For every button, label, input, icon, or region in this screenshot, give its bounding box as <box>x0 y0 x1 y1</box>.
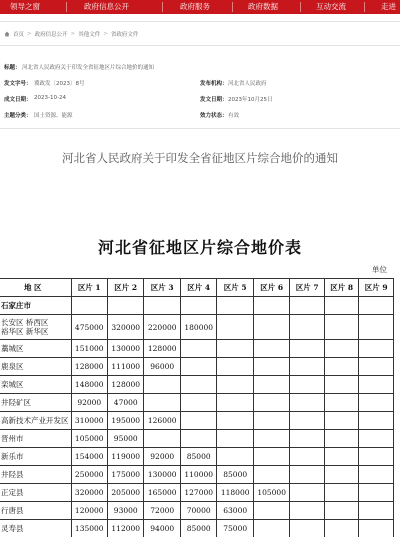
region-name: 新乐市 <box>1 452 24 461</box>
price-cell: 126000 <box>144 412 180 430</box>
price-cell <box>359 376 394 394</box>
land-price-table <box>0 278 394 537</box>
price-cell <box>359 430 394 448</box>
breadcrumb-gov-info[interactable]: 政府信息公开 <box>34 32 68 38</box>
price-cell: 148000 <box>71 376 107 394</box>
price-cell <box>324 484 359 502</box>
info-value-topic: 国土资源、能源 <box>34 113 73 119</box>
price-cell: 85000 <box>180 448 216 466</box>
price-cell: 165000 <box>144 484 180 502</box>
info-label-published: 发文日期： <box>200 97 228 103</box>
price-cell <box>359 502 394 520</box>
price-cell <box>359 448 394 466</box>
region-name: 高新技术产业开发区 <box>1 416 69 425</box>
price-cell <box>217 340 253 358</box>
price-cell: 63000 <box>217 502 253 520</box>
region-name-line-2: 裕华区 新华区 <box>1 327 49 336</box>
price-cell <box>144 430 180 448</box>
scanned-table-image <box>0 200 400 537</box>
region-name: 井陉矿区 <box>1 398 31 407</box>
region-name: 井陉县 <box>1 470 24 479</box>
price-cell <box>359 412 394 430</box>
price-cell: 105000 <box>71 430 107 448</box>
table-row <box>0 297 394 315</box>
header-zone-6: 区片 6 <box>253 279 289 297</box>
info-row-title <box>0 63 400 75</box>
region-name: 藁城区 <box>1 344 24 353</box>
region-name: 鹿泉区 <box>1 362 24 371</box>
price-cell: 135000 <box>71 520 107 537</box>
unit-label: 单位 <box>372 265 387 274</box>
price-cell <box>253 394 289 412</box>
nav-divider <box>300 2 301 12</box>
region-name-cell <box>0 376 71 394</box>
price-cell <box>217 448 253 466</box>
price-cell: 112000 <box>107 520 143 537</box>
price-cell: 220000 <box>144 315 180 340</box>
price-cell <box>290 297 325 315</box>
price-cell <box>217 315 253 340</box>
price-cell <box>217 376 253 394</box>
info-value-published: 2023年10月25日 <box>228 97 273 103</box>
price-cell <box>324 466 359 484</box>
price-cell: 180000 <box>180 315 216 340</box>
price-cell <box>107 297 143 315</box>
price-cell <box>324 358 359 376</box>
region-name-cell <box>0 466 71 484</box>
region-name: 灵寿县 <box>1 524 24 533</box>
table-title: 河北省征地区片综合地价表 <box>97 238 302 257</box>
header-zone-2: 区片 2 <box>107 279 143 297</box>
price-cell: 320000 <box>107 315 143 340</box>
breadcrumb <box>4 29 138 39</box>
divider <box>0 21 400 22</box>
header-zone-7: 区片 7 <box>290 279 325 297</box>
price-cell <box>324 502 359 520</box>
price-cell: 47000 <box>107 394 143 412</box>
price-cell: 250000 <box>71 466 107 484</box>
price-cell: 105000 <box>253 484 289 502</box>
price-cell: 85000 <box>180 520 216 537</box>
price-cell <box>144 394 180 412</box>
region-name: 栾城区 <box>1 380 24 389</box>
price-cell: 130000 <box>107 340 143 358</box>
price-cell <box>253 448 289 466</box>
table-row <box>0 466 394 484</box>
price-cell: 110000 <box>180 466 216 484</box>
price-cell <box>359 340 394 358</box>
price-cell: 94000 <box>144 520 180 537</box>
region-name-cell <box>0 358 71 376</box>
info-value-created: 2023-10-24 <box>34 95 66 101</box>
region-name-cell <box>0 297 71 315</box>
table-row <box>0 394 394 412</box>
price-cell <box>359 358 394 376</box>
nav-item-gov-data[interactable]: 政府数据 <box>248 2 278 11</box>
region-name-cell <box>0 484 71 502</box>
header-zone-8: 区片 8 <box>324 279 359 297</box>
region-name: 正定县 <box>1 488 24 497</box>
price-cell: 96000 <box>144 358 180 376</box>
price-cell <box>324 315 359 340</box>
region-name-cell <box>0 394 71 412</box>
breadcrumb-separator: > <box>70 31 76 37</box>
info-value-issuer: 河北省人民政府 <box>228 81 267 87</box>
price-cell <box>324 430 359 448</box>
price-cell <box>217 412 253 430</box>
price-cell <box>180 340 216 358</box>
table-row <box>0 358 394 376</box>
price-cell <box>359 315 394 340</box>
price-cell: 151000 <box>71 340 107 358</box>
price-cell <box>290 315 325 340</box>
price-cell <box>217 394 253 412</box>
header-zone-9: 区片 9 <box>359 279 394 297</box>
price-cell <box>290 394 325 412</box>
breadcrumb-separator: > <box>27 31 32 37</box>
table-header-row <box>0 279 394 297</box>
divider <box>0 45 400 46</box>
region-name: 石家庄市 <box>1 301 31 310</box>
price-cell: 154000 <box>71 448 107 466</box>
nav-divider <box>162 2 163 12</box>
table-row <box>0 484 394 502</box>
price-cell <box>180 412 216 430</box>
price-cell <box>359 484 394 502</box>
home-icon <box>4 31 10 37</box>
header-zone-3: 区片 3 <box>144 279 180 297</box>
info-value-status: 有效 <box>228 113 240 119</box>
header-zone-5: 区片 5 <box>217 279 253 297</box>
price-cell <box>359 520 394 537</box>
price-cell <box>290 484 325 502</box>
nav-item-gov-service[interactable]: 政府服务 <box>180 2 210 11</box>
price-cell <box>217 358 253 376</box>
price-cell <box>324 340 359 358</box>
region-name: 长安区 桥西区 <box>1 318 49 327</box>
price-cell: 205000 <box>107 484 143 502</box>
price-cell: 120000 <box>71 502 107 520</box>
table-row <box>0 520 394 537</box>
price-cell <box>290 502 325 520</box>
price-cell <box>290 448 325 466</box>
price-cell <box>359 297 394 315</box>
table-row <box>0 376 394 394</box>
price-cell <box>290 520 325 537</box>
breadcrumb-other-files[interactable]: 其他文件 <box>78 32 101 38</box>
price-cell <box>290 430 325 448</box>
table-row <box>0 502 394 520</box>
price-cell <box>324 520 359 537</box>
header-zone-4: 区片 4 <box>180 279 216 297</box>
info-label-status: 效力状态： <box>200 113 228 119</box>
price-cell <box>180 394 216 412</box>
price-cell <box>253 520 289 537</box>
nav-divider <box>364 2 365 12</box>
nav-item-interaction[interactable]: 互动交流 <box>316 2 346 11</box>
price-cell <box>290 466 325 484</box>
price-cell: 111000 <box>107 358 143 376</box>
nav-divider <box>66 2 67 12</box>
info-value-doc-no: 冀政发〔2023〕8号 <box>34 81 85 87</box>
table-row <box>0 448 394 466</box>
price-cell: 475000 <box>71 315 107 340</box>
header-region: 地 区 <box>0 279 71 297</box>
price-cell <box>324 448 359 466</box>
price-cell: 85000 <box>217 466 253 484</box>
price-cell: 75000 <box>217 520 253 537</box>
price-cell <box>253 340 289 358</box>
price-cell <box>253 358 289 376</box>
price-cell <box>253 430 289 448</box>
price-cell: 128000 <box>144 340 180 358</box>
price-cell <box>290 340 325 358</box>
price-cell <box>290 358 325 376</box>
nav-divider <box>232 2 233 12</box>
price-cell: 92000 <box>71 394 107 412</box>
info-row-topic <box>0 111 400 123</box>
price-cell <box>324 297 359 315</box>
breadcrumb-home[interactable]: 首页 <box>13 32 25 38</box>
region-name: 晋州市 <box>1 434 24 443</box>
price-cell: 72000 <box>144 502 180 520</box>
price-cell: 128000 <box>71 358 107 376</box>
info-row-doc-no <box>0 79 400 91</box>
price-cell <box>253 502 289 520</box>
price-cell: 128000 <box>107 376 143 394</box>
price-cell <box>290 412 325 430</box>
price-cell <box>324 394 359 412</box>
price-cell: 93000 <box>107 502 143 520</box>
divider <box>0 128 400 129</box>
price-cell: 70000 <box>180 502 216 520</box>
price-cell <box>253 412 289 430</box>
price-cell: 320000 <box>71 484 107 502</box>
price-cell: 95000 <box>107 430 143 448</box>
region-name-cell <box>0 340 71 358</box>
price-cell <box>180 430 216 448</box>
price-cell <box>253 315 289 340</box>
nav-item-about[interactable]: 走进 <box>381 2 396 11</box>
price-cell <box>217 430 253 448</box>
breadcrumb-province-files[interactable]: 省政府文件 <box>110 32 139 38</box>
price-cell <box>359 394 394 412</box>
price-cell <box>71 297 107 315</box>
price-cell <box>144 376 180 394</box>
region-name-cell <box>0 430 71 448</box>
price-cell <box>217 297 253 315</box>
info-row-dates <box>0 95 400 107</box>
region-name-cell <box>0 502 71 520</box>
document-title: 河北省人民政府关于印发全省征地区片综合地价的通知 <box>62 151 338 165</box>
price-cell: 118000 <box>217 484 253 502</box>
price-cell <box>359 466 394 484</box>
price-cell: 127000 <box>180 484 216 502</box>
price-cell <box>180 358 216 376</box>
info-label-title: 标题： <box>4 65 21 71</box>
price-cell <box>144 297 180 315</box>
price-cell <box>180 376 216 394</box>
info-label-issuer: 发布机构： <box>200 81 228 87</box>
table-row <box>0 315 394 340</box>
info-label-created: 成文日期： <box>4 97 32 103</box>
table-row <box>0 340 394 358</box>
region-name: 行唐县 <box>1 506 24 515</box>
info-value-title: 河北省人民政府关于印发全省征地区片综合地价的通知 <box>22 65 155 71</box>
region-name-cell <box>0 520 71 537</box>
info-label-topic: 主题分类： <box>4 113 32 119</box>
price-cell: 195000 <box>107 412 143 430</box>
region-name-cell <box>0 412 71 430</box>
price-cell <box>324 412 359 430</box>
price-cell: 130000 <box>144 466 180 484</box>
breadcrumb-separator: > <box>103 31 108 37</box>
info-label-doc-no: 发文字号： <box>4 81 32 87</box>
price-cell: 175000 <box>107 466 143 484</box>
table-row <box>0 412 394 430</box>
price-cell: 310000 <box>71 412 107 430</box>
header-zone-1: 区片 1 <box>71 279 107 297</box>
nav-item-gov-info[interactable]: 政府信息公开 <box>84 2 129 11</box>
price-cell: 92000 <box>144 448 180 466</box>
table-row <box>0 430 394 448</box>
top-nav-bar <box>0 0 400 14</box>
price-cell <box>253 376 289 394</box>
price-cell <box>324 376 359 394</box>
price-cell <box>253 466 289 484</box>
price-cell <box>253 297 289 315</box>
region-name-cell <box>0 448 71 466</box>
nav-item-leaders[interactable]: 领导之窗 <box>10 2 40 11</box>
price-cell <box>290 376 325 394</box>
price-cell <box>180 297 216 315</box>
region-name-cell <box>0 315 71 340</box>
price-cell: 119000 <box>107 448 143 466</box>
